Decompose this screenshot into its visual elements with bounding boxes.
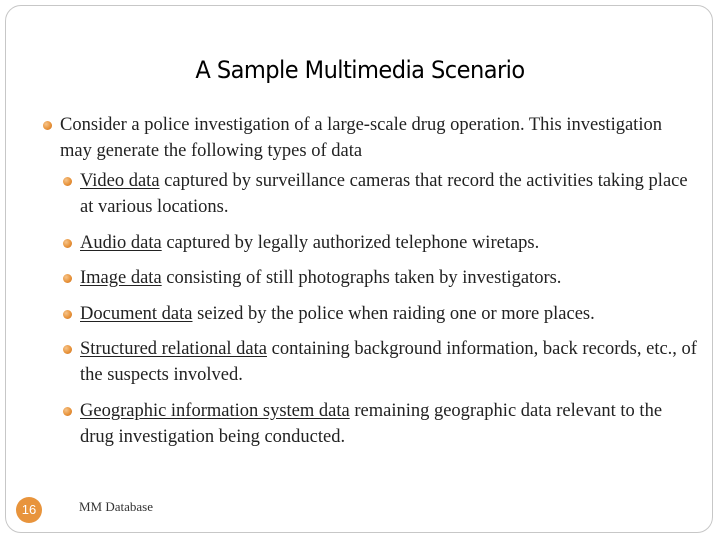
slide-title: A Sample Multimedia Scenario	[195, 56, 525, 84]
item-term: Geographic information system data	[80, 401, 350, 421]
page-number-badge: 16	[16, 497, 42, 523]
bullet-icon	[63, 274, 72, 283]
item-text: captured by surveillance cameras that record the activities taking place at various locations.	[80, 171, 688, 217]
list-item	[80, 336, 700, 388]
list-item	[80, 398, 700, 450]
item-text: containing background information, back records, etc., of the suspects involved.	[80, 339, 697, 385]
item-term: Document data	[80, 304, 193, 324]
bullet-icon	[43, 121, 52, 130]
list-item	[80, 168, 700, 220]
footer-text: MM Database	[79, 499, 154, 514]
item-term: Structured relational data	[80, 339, 267, 359]
bullet-icon	[63, 310, 72, 319]
item-text: captured by legally authorized telephone wiretaps.	[161, 233, 540, 253]
list-item	[80, 265, 700, 291]
bullet-icon	[63, 239, 72, 248]
intro-text: Consider a police investigation of a large-scale drug operation. This investigation may generate the following types of data	[60, 115, 662, 161]
item-text: seized by the police when raiding one or more places.	[192, 304, 595, 324]
list-item	[80, 301, 700, 327]
item-term: Audio data	[80, 233, 162, 253]
item-term: Image data	[80, 268, 162, 288]
bullet-icon	[63, 177, 72, 186]
item-text: consisting of still photographs taken by investigators.	[161, 268, 562, 288]
bullet-icon	[63, 345, 72, 354]
item-text: remaining geographic data relevant to the drug investigation being conducted.	[80, 401, 663, 447]
list-item	[80, 230, 700, 256]
item-term: Video data	[80, 171, 160, 191]
bullet-icon	[63, 407, 72, 416]
